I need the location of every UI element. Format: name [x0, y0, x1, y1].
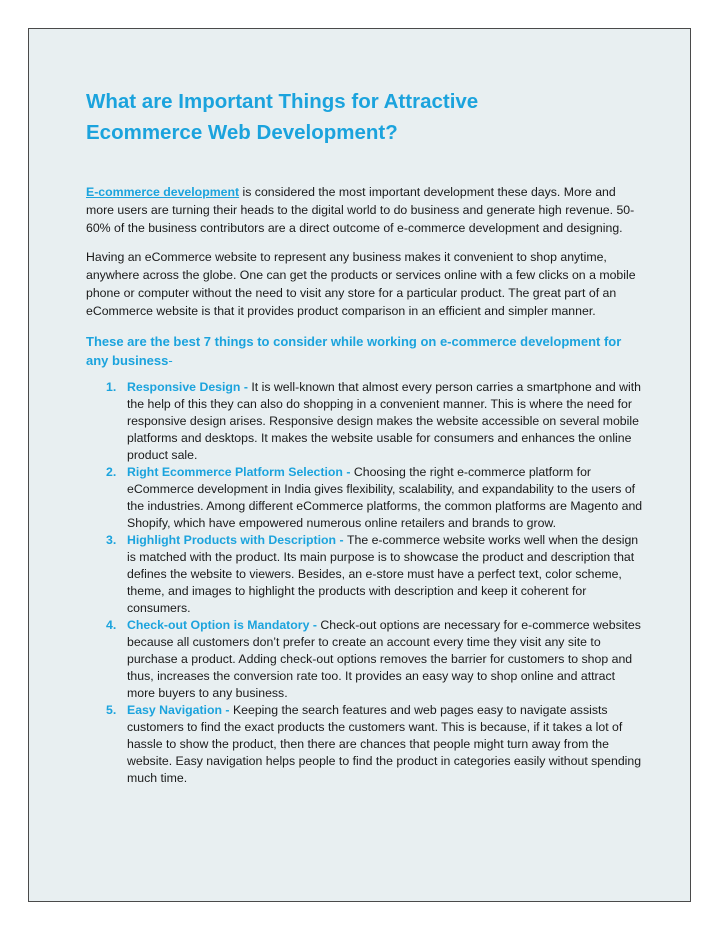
body-paragraph: Having an eCommerce website to represent any business makes it convenient to shop anytime, anywhere across the globe. One can get the products or services online with a few clicks on a mobile phone or computer without the need to visit any store for a particular product. The great part of an eCommerce website is that it provides product comparison in an efficient and simpler manner.	[86, 250, 636, 318]
document-page	[28, 28, 691, 902]
list-item	[86, 617, 646, 702]
list-item-title: Highlight Products with Description -	[127, 533, 347, 547]
section-subheading	[86, 332, 646, 370]
list-item-number: 5.	[106, 703, 117, 717]
page-title	[86, 86, 646, 148]
intro-paragraph	[86, 183, 646, 237]
list-item-text: It is well-known that almost every person carries a smartphone and with the help of this they can also do shopping in a convenient manner. This is where the need for responsive design arises. Responsive design makes the website accessible on several mobile platforms and desktops. It makes the website usable for consumers and enhances the online product sale.	[127, 380, 641, 462]
list-item-number: 2.	[106, 465, 117, 479]
list-item-number: 4.	[106, 618, 117, 632]
list-item	[86, 464, 646, 532]
subheading-text: These are the best 7 things to consider while working on e-commerce development for any business	[86, 334, 622, 368]
list-item	[86, 379, 646, 464]
document-content	[86, 86, 646, 787]
considerations-list	[86, 379, 646, 787]
list-item-number: 3.	[106, 533, 117, 547]
title-line-1: What are Important Things for Attractive	[86, 90, 479, 113]
list-item-title: Responsive Design -	[127, 380, 252, 394]
list-item-text: Check-out options are necessary for e-commerce websites because all customers don’t prefer to create an account every time they visit any site to purchase a product. Adding check-out options removes the barrier for customers to shop and thus, increases the conversion rate too. It provides an easy way to shop online and attract more buyers to any business.	[127, 618, 641, 700]
intro-text: is considered the most important development these days. More and more users are turning their heads to the digital world to do business and generate high revenue. 50-60% of the business contributors are a direct outcome of e-commerce development and designing.	[86, 185, 635, 235]
title-line-2: Ecommerce Web Development?	[86, 121, 398, 144]
subheading-dash: -	[168, 353, 173, 368]
list-item-title: Right Ecommerce Platform Selection -	[127, 465, 354, 479]
list-item-text: Choosing the right e-commerce platform for eCommerce development in India gives flexibility, scalability, and expandability to the users of the industries. Among different eCommerce platforms, the common platforms are Magento and Shopify, which have empowered numerous online retailers and brands to grow.	[127, 465, 643, 530]
list-item-text: Keeping the search features and web pages easy to navigate assists customers to find the exact products the customers want. This is because, if it takes a lot of hassle to show the product, then there are chances that people might turn away from the website. Easy navigation helps people to find the product in categories easily without spending much time.	[127, 703, 642, 785]
list-item	[86, 702, 646, 787]
list-item-title: Check-out Option is Mandatory -	[127, 618, 321, 632]
list-item-text: The e-commerce website works well when the design is matched with the product. Its main purpose is to showcase the product and description that defines the website to viewers. Besides, an e-store must have a perfect text, color scheme, theme, and images to highlight the products with description and keep it coherent for consumers.	[127, 533, 639, 615]
ecommerce-development-link[interactable]: E-commerce development	[86, 185, 240, 199]
list-item-number: 1.	[106, 380, 117, 394]
list-item-title: Easy Navigation -	[127, 703, 233, 717]
list-item	[86, 532, 646, 617]
